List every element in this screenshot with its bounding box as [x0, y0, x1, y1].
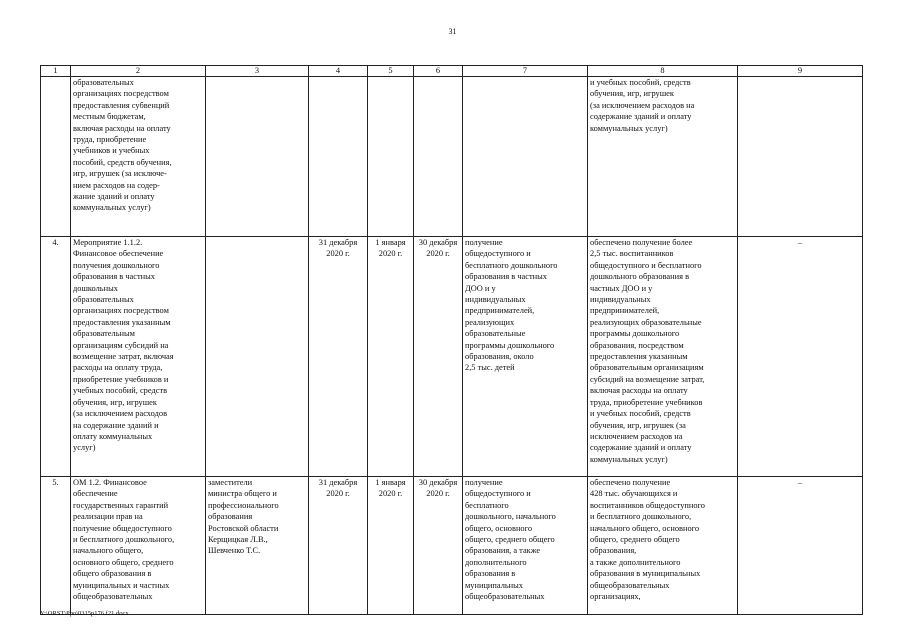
- expected-result-cell: [463, 77, 588, 237]
- header-col-6: 6: [414, 66, 463, 77]
- start-date-cell: [368, 77, 414, 237]
- actual-result-cell: обеспечено получение 428 тыс. обучающихся и воспитанников общедоступного и бесплатного дошкольного, начального общего, основного общего, среднего общего образования, а также дополнительного образования в муниципальных общеобразовательных организациях,: [588, 477, 738, 615]
- header-col-4: 4: [309, 66, 368, 77]
- header-row: [41, 66, 863, 77]
- notes-cell: –: [738, 237, 863, 477]
- table-row: [41, 237, 863, 477]
- row-number: [41, 77, 71, 237]
- activity-cell: Мероприятие 1.1.2. Финансовое обеспечение получения дошкольного образования в частных дошкольных образовательных организациях посредством предоставления указанным образовательным организациям субсидий на возмещение затрат, включая расходы на оплату труда, приобретение учебников и учебных пособий, средств обучения, игр, игрушек (за исключением расходов на содержание зданий и оплату коммунальных услуг): [71, 237, 206, 477]
- activity-cell: образовательных организациях посредством предоставления субвенций местным бюджетам, включая расходы на оплату труда, приобретение учебников и учебных пособий, средств обучения, игр, игрушек (за исключе- нием расходов на содер- жание зданий и оплату коммунальных услуг): [71, 77, 206, 237]
- end-date-cell: [414, 77, 463, 237]
- expected-result-cell: получение общедоступного и бесплатного дошкольного образования в частных ДОО и у индивидуальных предпринимателей, реализующих образовательные программы дошкольного образования, около 2,5 тыс. детей: [463, 237, 588, 477]
- deadline-cell: 31 декабря 2020 г.: [309, 237, 368, 477]
- page-number: 31: [448, 27, 457, 36]
- start-date-cell: 1 января 2020 г.: [368, 237, 414, 477]
- end-date-cell: 30 декабря 2020 г.: [414, 237, 463, 477]
- start-date-cell: 1 января 2020 г.: [368, 477, 414, 615]
- end-date-cell: 30 декабря 2020 г.: [414, 477, 463, 615]
- notes-cell: [738, 77, 863, 237]
- header-col-5: 5: [368, 66, 414, 77]
- row-number: 5.: [41, 477, 71, 615]
- activity-cell: ОМ 1.2. Финансовое обеспечение государственных гарантий реализации прав на получение общедоступного и бесплатного дошкольного, начального общего, основного общего, среднего общего образования в муниципальных и частных общеобразовательных: [71, 477, 206, 615]
- actual-result-cell: и учебных пособий, средств обучения, игр, игрушек (за исключением расходов на содержание зданий и оплату коммунальных услуг): [588, 77, 738, 237]
- deadline-cell: [309, 77, 368, 237]
- header-col-2: 2: [71, 66, 206, 77]
- header-col-9: 9: [738, 66, 863, 77]
- expected-result-cell: получение общедоступного и бесплатного дошкольного, начального общего, основного общего, среднего общего образования, а также дополнительного образования в муниципальных общеобразовательных: [463, 477, 588, 615]
- header-col-8: 8: [588, 66, 738, 77]
- deadline-cell: 31 декабря 2020 г.: [309, 477, 368, 615]
- table-row: [41, 477, 863, 615]
- responsible-cell: заместители министра общего и профессионального образования Ростовской области Керщицкая Л.В., Шевченко Т.С.: [206, 477, 309, 615]
- program-table: [40, 65, 863, 615]
- responsible-cell: [206, 237, 309, 477]
- responsible-cell: [206, 77, 309, 237]
- actual-result-cell: обеспечено получение более 2,5 тыс. воспитанников общедоступного и бесплатного дошкольного образования в частных ДОО и у индивидуальных предпринимателей, реализующих образовательные программы дошкольного образования, посредством предоставления указанным образовательным организациям субсидий на возмещение затрат, включая расходы на оплату труда, приобретение учебников и учебных пособий, средств обучения, игр, игрушек (за исключением расходов на содержание зданий и оплату коммунальных услуг): [588, 237, 738, 477]
- header-col-7: 7: [463, 66, 588, 77]
- table-row: [41, 77, 863, 237]
- notes-cell: –: [738, 477, 863, 615]
- header-col-1: 1: [41, 66, 71, 77]
- header-col-3: 3: [206, 66, 309, 77]
- row-number: 4.: [41, 237, 71, 477]
- footer-file-path: Y:\ORST\Ppo\0315p176.f21.docx: [40, 610, 129, 617]
